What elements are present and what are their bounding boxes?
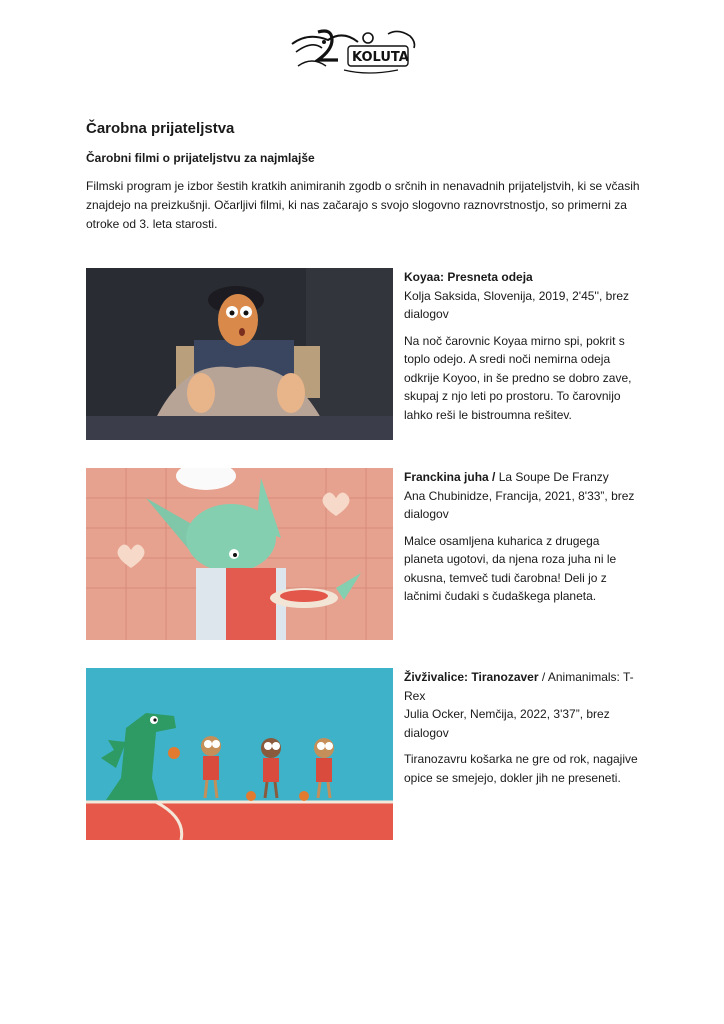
film-credits: Julia Ocker, Nemčija, 2022, 3'37”, brez dialogov (404, 707, 610, 740)
film-info (404, 668, 642, 787)
film-description: Na noč čarovnic Koyaa mirno spi, pokrit s toplo odejo. A sredi noči nemirna odeja odkrije Koyoo, in še predno se dobro zave, skupaj z njo leti po prostoru. To čarovnijo lahko reši le bistroumna rešitev. (404, 333, 632, 422)
film-still-zivzivalice (86, 668, 393, 840)
film-credits: Ana Chubinidze, Francija, 2021, 8'33”, brez dialogov (404, 488, 635, 521)
film-title: Koyaa: Presneta odeja (404, 270, 533, 284)
film-description: Tiranozavru košarka ne gre od rok, nagajive opice se smejejo, dokler jih ne preseneti. (404, 752, 638, 785)
film-entry (86, 468, 646, 643)
film-credits: Kolja Saksida, Slovenija, 2019, 2'45'', brez dialogov (404, 288, 630, 321)
page-subtitle: Čarobni filmi o prijateljstvu za najmlajše (86, 151, 315, 165)
svg-text:KOLUTA: KOLUTA (352, 50, 409, 65)
film-entry (86, 668, 646, 843)
koluta-logo (288, 26, 422, 76)
film-title: Franckina juha / (404, 470, 499, 484)
film-title: Živživalice: Tiranozaver (404, 670, 539, 684)
film-entry (86, 268, 646, 443)
film-info (404, 268, 642, 424)
film-still-franckina-juha (86, 468, 393, 640)
film-original-title: / Animanimals: T-Rex (404, 670, 634, 703)
film-description: Malce osamljena kuharica z drugega planeta ugotovi, da njena roza juha ni le okusna, temveč tudi čarobna! Deli jo z lačnimi čudaki s čudaškega planeta. (404, 533, 617, 603)
page-title: Čarobna prijateljstva (86, 120, 235, 137)
intro-paragraph: Filmski program je izbor šestih kratkih animiranih zgodb o srčnih in nenavadnih prijateljstvih, ki se včasih znajdejo na preizkušnji. Očarljivi filmi, ki nas začarajo s svojo slogovno raznovrstnostjo, so primerni za otroke od 3. leta starosti. (86, 179, 640, 231)
film-original-title: La Soupe De Franzy (498, 470, 609, 484)
film-still-koyaa (86, 268, 393, 440)
film-info (404, 468, 642, 606)
